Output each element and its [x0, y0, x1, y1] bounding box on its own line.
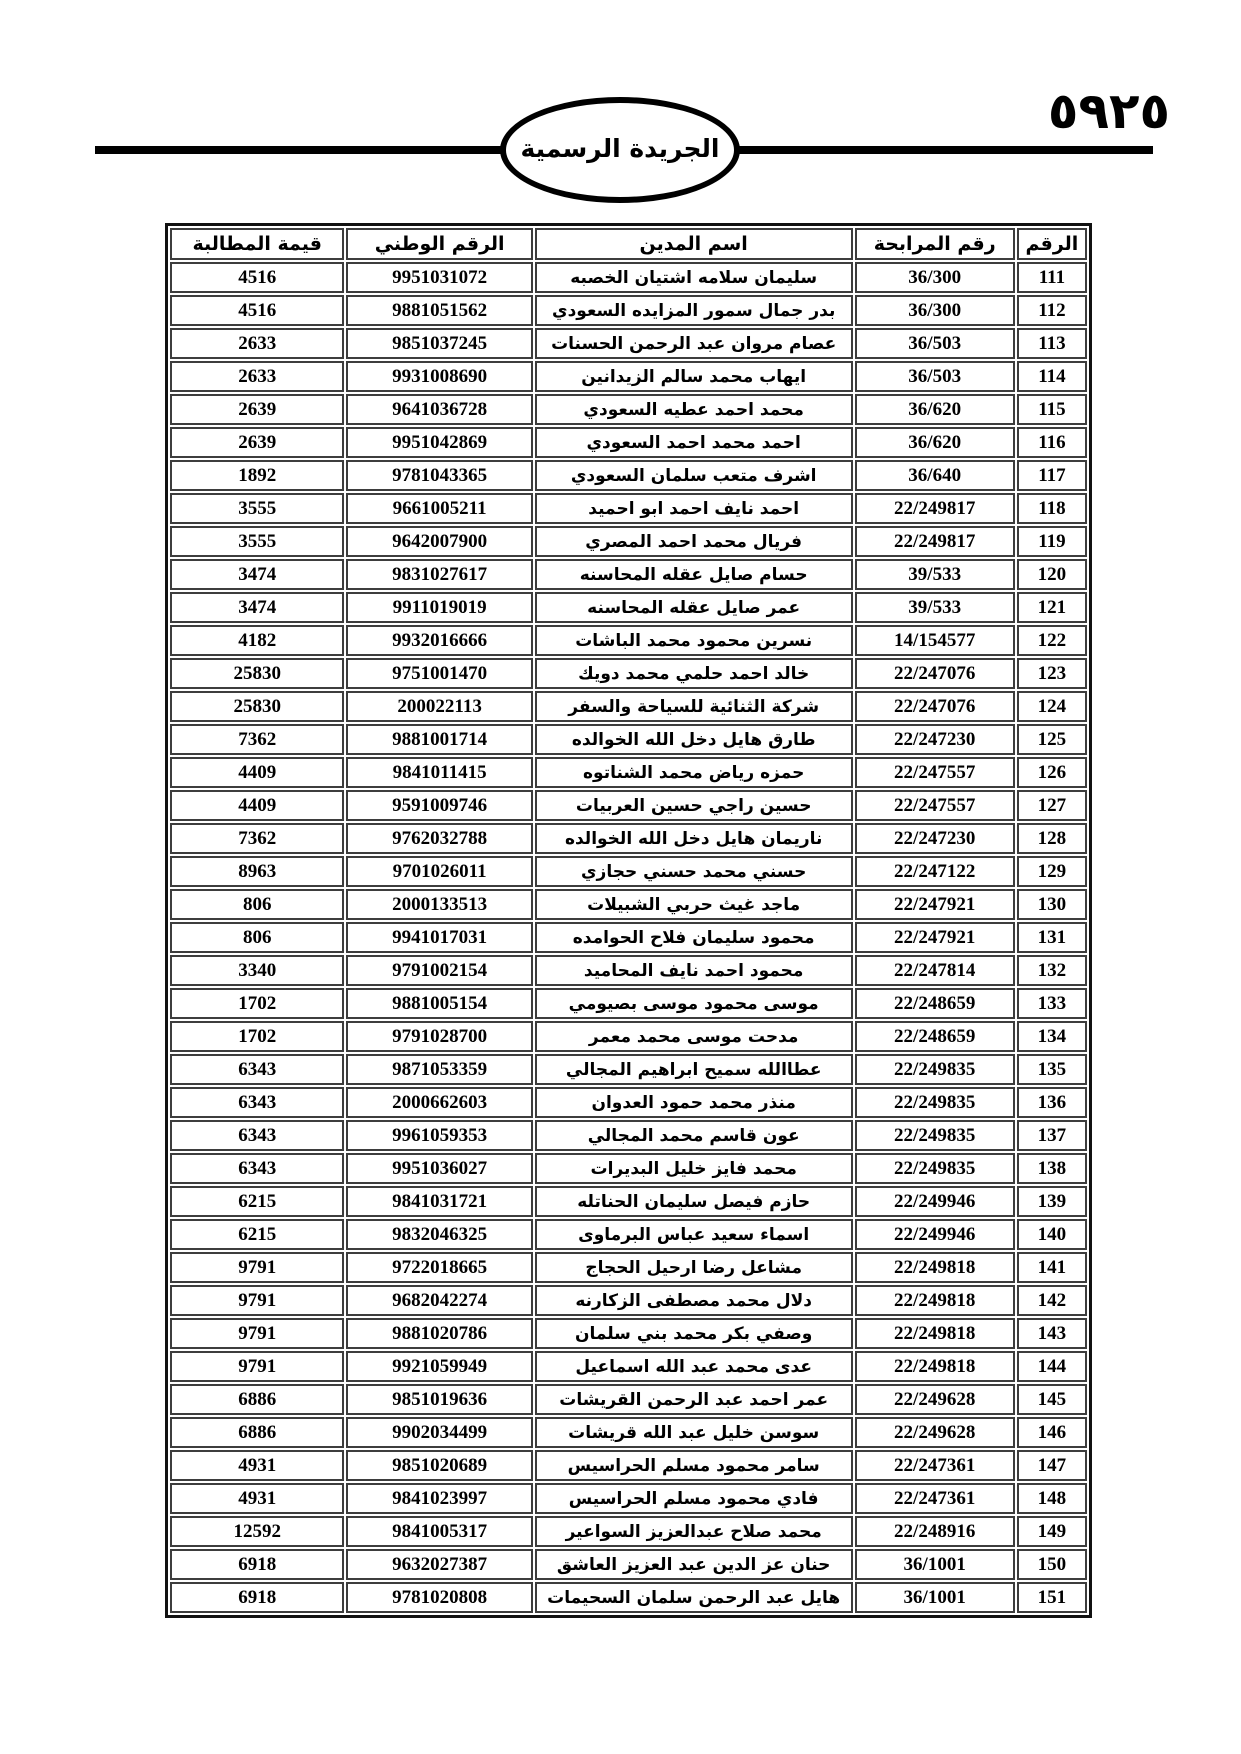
cell-murabaha: 36/1001: [855, 1582, 1015, 1613]
cell-debtor-name: منذر محمد حمود العدوان: [535, 1087, 853, 1118]
cell-debtor-name: نسرين محمود محمد الباشات: [535, 625, 853, 656]
cell-national-id: 9881020786: [346, 1318, 532, 1349]
cell-no: 121: [1017, 592, 1087, 623]
cell-no: 116: [1017, 427, 1087, 458]
cell-claim-value: 3474: [170, 592, 344, 623]
table-row: [170, 592, 1087, 623]
cell-claim-value: 6886: [170, 1384, 344, 1415]
cell-murabaha: 22/248659: [855, 988, 1015, 1019]
table-row: [170, 658, 1087, 689]
table-row: [170, 1417, 1087, 1448]
cell-murabaha: 22/247230: [855, 724, 1015, 755]
cell-murabaha: 36/300: [855, 262, 1015, 293]
header-debtor-name: اسم المدين: [535, 228, 853, 260]
cell-national-id: 9961059353: [346, 1120, 532, 1151]
table-row: [170, 889, 1087, 920]
cell-no: 126: [1017, 757, 1087, 788]
cell-claim-value: 6918: [170, 1549, 344, 1580]
cell-no: 134: [1017, 1021, 1087, 1052]
cell-debtor-name: احمد نايف احمد ابو احميد: [535, 493, 853, 524]
cell-claim-value: 6343: [170, 1054, 344, 1085]
header-no: الرقم: [1017, 228, 1087, 260]
cell-debtor-name: محمود احمد نايف المحاميد: [535, 955, 853, 986]
cell-debtor-name: عدى محمد عبد الله اسماعيل: [535, 1351, 853, 1382]
table-row: [170, 757, 1087, 788]
table-row: [170, 493, 1087, 524]
cell-claim-value: 806: [170, 889, 344, 920]
cell-claim-value: 1702: [170, 988, 344, 1019]
cell-debtor-name: خالد احمد حلمي محمد دويك: [535, 658, 853, 689]
cell-murabaha: 39/533: [855, 592, 1015, 623]
table-row: [170, 1582, 1087, 1613]
cell-murabaha: 22/248916: [855, 1516, 1015, 1547]
gazette-oval-badge: [500, 97, 740, 203]
cell-national-id: 200022113: [346, 691, 532, 722]
cell-no: 119: [1017, 526, 1087, 557]
cell-debtor-name: عون قاسم محمد المجالي: [535, 1120, 853, 1151]
cell-murabaha: 36/503: [855, 328, 1015, 359]
cell-no: 118: [1017, 493, 1087, 524]
cell-claim-value: 4409: [170, 790, 344, 821]
cell-no: 115: [1017, 394, 1087, 425]
cell-claim-value: 7362: [170, 724, 344, 755]
cell-no: 120: [1017, 559, 1087, 590]
cell-murabaha: 36/300: [855, 295, 1015, 326]
table-row: [170, 1483, 1087, 1514]
cell-no: 132: [1017, 955, 1087, 986]
cell-murabaha: 36/620: [855, 394, 1015, 425]
cell-debtor-name: اسماء سعيد عباس البرماوى: [535, 1219, 853, 1250]
cell-national-id: 9832046325: [346, 1219, 532, 1250]
cell-debtor-name: وصفي بكر محمد بني سلمان: [535, 1318, 853, 1349]
cell-claim-value: 4182: [170, 625, 344, 656]
cell-murabaha: 22/249818: [855, 1351, 1015, 1382]
cell-claim-value: 4516: [170, 295, 344, 326]
cell-no: 123: [1017, 658, 1087, 689]
cell-claim-value: 3474: [170, 559, 344, 590]
cell-no: 128: [1017, 823, 1087, 854]
table-row: [170, 1120, 1087, 1151]
cell-debtor-name: عمر صايل عقله المحاسنه: [535, 592, 853, 623]
cell-debtor-name: سوسن خليل عبد الله قريشات: [535, 1417, 853, 1448]
table-row: [170, 1186, 1087, 1217]
cell-claim-value: 6215: [170, 1186, 344, 1217]
cell-no: 133: [1017, 988, 1087, 1019]
cell-national-id: 9791028700: [346, 1021, 532, 1052]
table-row: [170, 328, 1087, 359]
cell-no: 149: [1017, 1516, 1087, 1547]
table-row: [170, 394, 1087, 425]
cell-murabaha: 22/249946: [855, 1219, 1015, 1250]
cell-murabaha: 22/247921: [855, 922, 1015, 953]
cell-murabaha: 22/249818: [855, 1318, 1015, 1349]
cell-claim-value: 2639: [170, 427, 344, 458]
cell-claim-value: 1702: [170, 1021, 344, 1052]
cell-murabaha: 22/249835: [855, 1054, 1015, 1085]
cell-murabaha: 22/247557: [855, 790, 1015, 821]
cell-murabaha: 36/1001: [855, 1549, 1015, 1580]
table-row: [170, 856, 1087, 887]
cell-no: 122: [1017, 625, 1087, 656]
cell-murabaha: 22/247361: [855, 1483, 1015, 1514]
header-claim-value: قيمة المطالبة: [170, 228, 344, 260]
table-row: [170, 460, 1087, 491]
cell-no: 137: [1017, 1120, 1087, 1151]
cell-debtor-name: موسى محمود موسى بصيومي: [535, 988, 853, 1019]
cell-national-id: 9951036027: [346, 1153, 532, 1184]
cell-debtor-name: عطاالله سميح ابراهيم المجالي: [535, 1054, 853, 1085]
table-row: [170, 295, 1087, 326]
cell-no: 142: [1017, 1285, 1087, 1316]
cell-claim-value: 9791: [170, 1318, 344, 1349]
cell-national-id: 9751001470: [346, 658, 532, 689]
cell-no: 114: [1017, 361, 1087, 392]
cell-debtor-name: فريال محمد احمد المصري: [535, 526, 853, 557]
cell-murabaha: 22/247076: [855, 691, 1015, 722]
table-row: [170, 1153, 1087, 1184]
cell-national-id: 9641036728: [346, 394, 532, 425]
cell-claim-value: 2633: [170, 328, 344, 359]
cell-debtor-name: حسين راجي حسين العربيات: [535, 790, 853, 821]
table-body: [170, 262, 1087, 1613]
table-header-row: [170, 228, 1087, 260]
cell-murabaha: 22/249628: [855, 1417, 1015, 1448]
cell-claim-value: 9791: [170, 1351, 344, 1382]
cell-no: 112: [1017, 295, 1087, 326]
cell-no: 138: [1017, 1153, 1087, 1184]
cell-national-id: 9841005317: [346, 1516, 532, 1547]
header-national-id: الرقم الوطني: [346, 228, 532, 260]
table-row: [170, 691, 1087, 722]
gazette-title: الجريدة الرسمية: [520, 133, 720, 163]
cell-claim-value: 1892: [170, 460, 344, 491]
cell-national-id: 2000133513: [346, 889, 532, 920]
cell-national-id: 9951031072: [346, 262, 532, 293]
table-row: [170, 1252, 1087, 1283]
cell-claim-value: 25830: [170, 658, 344, 689]
cell-debtor-name: اشرف متعب سلمان السعودي: [535, 460, 853, 491]
cell-no: 148: [1017, 1483, 1087, 1514]
cell-murabaha: 22/249946: [855, 1186, 1015, 1217]
cell-national-id: 9781020808: [346, 1582, 532, 1613]
cell-debtor-name: بدر جمال سمور المزايده السعودي: [535, 295, 853, 326]
cell-murabaha: 36/640: [855, 460, 1015, 491]
cell-debtor-name: ماجد غيث حربي الشبيلات: [535, 889, 853, 920]
cell-debtor-name: شركة الثنائية للسياحة والسفر: [535, 691, 853, 722]
cell-national-id: 9881001714: [346, 724, 532, 755]
cell-national-id: 9931008690: [346, 361, 532, 392]
cell-debtor-name: حسام صايل عقله المحاسنه: [535, 559, 853, 590]
cell-no: 130: [1017, 889, 1087, 920]
cell-debtor-name: احمد محمد احمد السعودي: [535, 427, 853, 458]
cell-debtor-name: محمد احمد عطيه السعودي: [535, 394, 853, 425]
cell-debtor-name: ايهاب محمد سالم الزيدانين: [535, 361, 853, 392]
cell-national-id: 9851019636: [346, 1384, 532, 1415]
cell-claim-value: 9791: [170, 1285, 344, 1316]
cell-claim-value: 6886: [170, 1417, 344, 1448]
cell-debtor-name: هايل عبد الرحمن سلمان السحيمات: [535, 1582, 853, 1613]
table-row: [170, 1285, 1087, 1316]
cell-debtor-name: محمود سليمان فلاح الحوامده: [535, 922, 853, 953]
table-row: [170, 724, 1087, 755]
cell-no: 147: [1017, 1450, 1087, 1481]
cell-no: 143: [1017, 1318, 1087, 1349]
cell-national-id: 9841023997: [346, 1483, 532, 1514]
cell-debtor-name: حنان عز الدين عبد العزيز العاشق: [535, 1549, 853, 1580]
table-row: [170, 1450, 1087, 1481]
table-row: [170, 559, 1087, 590]
cell-no: 144: [1017, 1351, 1087, 1382]
cell-national-id: 2000662603: [346, 1087, 532, 1118]
cell-debtor-name: سامر محمود مسلم الحراسيس: [535, 1450, 853, 1481]
table-row: [170, 1549, 1087, 1580]
cell-debtor-name: عمر احمد عبد الرحمن القريشات: [535, 1384, 853, 1415]
cell-national-id: 9642007900: [346, 526, 532, 557]
cell-murabaha: 22/249818: [855, 1252, 1015, 1283]
table-row: [170, 1054, 1087, 1085]
table-row: [170, 427, 1087, 458]
table-row: [170, 526, 1087, 557]
cell-murabaha: 22/249835: [855, 1153, 1015, 1184]
cell-debtor-name: محمد فايز خليل البديرات: [535, 1153, 853, 1184]
cell-debtor-name: محمد صلاح عبدالعزيز السواعير: [535, 1516, 853, 1547]
cell-murabaha: 22/248659: [855, 1021, 1015, 1052]
cell-national-id: 9791002154: [346, 955, 532, 986]
cell-no: 136: [1017, 1087, 1087, 1118]
cell-debtor-name: مشاعل رضا ارحيل الحجاج: [535, 1252, 853, 1283]
cell-national-id: 9591009746: [346, 790, 532, 821]
table-row: [170, 1318, 1087, 1349]
cell-claim-value: 6343: [170, 1153, 344, 1184]
table-row: [170, 361, 1087, 392]
cell-murabaha: 22/247361: [855, 1450, 1015, 1481]
cell-no: 124: [1017, 691, 1087, 722]
cell-claim-value: 9791: [170, 1252, 344, 1283]
cell-claim-value: 6918: [170, 1582, 344, 1613]
cell-national-id: 9871053359: [346, 1054, 532, 1085]
cell-national-id: 9951042869: [346, 427, 532, 458]
cell-murabaha: 22/249835: [855, 1087, 1015, 1118]
cell-murabaha: 22/247076: [855, 658, 1015, 689]
cell-no: 140: [1017, 1219, 1087, 1250]
cell-national-id: 9902034499: [346, 1417, 532, 1448]
cell-national-id: 9841031721: [346, 1186, 532, 1217]
cell-no: 141: [1017, 1252, 1087, 1283]
cell-national-id: 9851020689: [346, 1450, 532, 1481]
cell-murabaha: 22/249835: [855, 1120, 1015, 1151]
cell-murabaha: 22/249818: [855, 1285, 1015, 1316]
cell-no: 113: [1017, 328, 1087, 359]
cell-no: 129: [1017, 856, 1087, 887]
cell-claim-value: 3555: [170, 493, 344, 524]
cell-murabaha: 22/247814: [855, 955, 1015, 986]
table-row: [170, 1516, 1087, 1547]
cell-debtor-name: ناريمان هايل دخل الله الخوالده: [535, 823, 853, 854]
cell-debtor-name: فادي محمود مسلم الحراسيس: [535, 1483, 853, 1514]
cell-national-id: 9881005154: [346, 988, 532, 1019]
cell-national-id: 9722018665: [346, 1252, 532, 1283]
cell-murabaha: 22/249817: [855, 526, 1015, 557]
cell-no: 131: [1017, 922, 1087, 953]
table-row: [170, 1219, 1087, 1250]
cell-national-id: 9851037245: [346, 328, 532, 359]
cell-murabaha: 22/247230: [855, 823, 1015, 854]
cell-no: 146: [1017, 1417, 1087, 1448]
cell-national-id: 9841011415: [346, 757, 532, 788]
cell-no: 150: [1017, 1549, 1087, 1580]
table-row: [170, 823, 1087, 854]
cell-no: 145: [1017, 1384, 1087, 1415]
cell-national-id: 9921059949: [346, 1351, 532, 1382]
cell-murabaha: 22/249628: [855, 1384, 1015, 1415]
cell-debtor-name: طارق هايل دخل الله الخوالده: [535, 724, 853, 755]
cell-national-id: 9881051562: [346, 295, 532, 326]
cell-debtor-name: دلال محمد مصطفى الزكارنه: [535, 1285, 853, 1316]
cell-national-id: 9682042274: [346, 1285, 532, 1316]
cell-national-id: 9632027387: [346, 1549, 532, 1580]
table-row: [170, 955, 1087, 986]
cell-claim-value: 6215: [170, 1219, 344, 1250]
cell-national-id: 9701026011: [346, 856, 532, 887]
cell-claim-value: 2639: [170, 394, 344, 425]
cell-no: 135: [1017, 1054, 1087, 1085]
cell-murabaha: 22/247921: [855, 889, 1015, 920]
cell-national-id: 9781043365: [346, 460, 532, 491]
cell-claim-value: 2633: [170, 361, 344, 392]
cell-murabaha: 36/503: [855, 361, 1015, 392]
table-row: [170, 922, 1087, 953]
table-row: [170, 988, 1087, 1019]
table-row: [170, 262, 1087, 293]
cell-claim-value: 3555: [170, 526, 344, 557]
cell-murabaha: 39/533: [855, 559, 1015, 590]
cell-claim-value: 3340: [170, 955, 344, 986]
table-row: [170, 625, 1087, 656]
cell-debtor-name: حسني محمد حسني حجازي: [535, 856, 853, 887]
cell-murabaha: 22/247122: [855, 856, 1015, 887]
cell-no: 117: [1017, 460, 1087, 491]
cell-debtor-name: عصام مروان عبد الرحمن الحسنات: [535, 328, 853, 359]
cell-national-id: 9932016666: [346, 625, 532, 656]
cell-claim-value: 4516: [170, 262, 344, 293]
cell-claim-value: 4931: [170, 1450, 344, 1481]
cell-national-id: 9941017031: [346, 922, 532, 953]
cell-murabaha: 22/249817: [855, 493, 1015, 524]
cell-no: 139: [1017, 1186, 1087, 1217]
cell-debtor-name: مدحت موسى محمد معمر: [535, 1021, 853, 1052]
table-row: [170, 790, 1087, 821]
cell-claim-value: 7362: [170, 823, 344, 854]
cell-claim-value: 806: [170, 922, 344, 953]
cell-claim-value: 4409: [170, 757, 344, 788]
debtors-table: [165, 223, 1092, 1618]
cell-claim-value: 6343: [170, 1120, 344, 1151]
page-number: ٥٩٢٥: [1047, 82, 1170, 140]
cell-murabaha: 14/154577: [855, 625, 1015, 656]
cell-national-id: 9762032788: [346, 823, 532, 854]
cell-murabaha: 22/247557: [855, 757, 1015, 788]
cell-debtor-name: سليمان سلامه اشتيان الخصبه: [535, 262, 853, 293]
table-row: [170, 1021, 1087, 1052]
cell-claim-value: 12592: [170, 1516, 344, 1547]
cell-murabaha: 36/620: [855, 427, 1015, 458]
cell-national-id: 9911019019: [346, 592, 532, 623]
cell-claim-value: 4931: [170, 1483, 344, 1514]
table-row: [170, 1351, 1087, 1382]
cell-no: 111: [1017, 262, 1087, 293]
header-murabaha: رقم المرابحة: [855, 228, 1015, 260]
table-row: [170, 1384, 1087, 1415]
cell-no: 127: [1017, 790, 1087, 821]
cell-debtor-name: حمزه رياض محمد الشناتوه: [535, 757, 853, 788]
cell-claim-value: 6343: [170, 1087, 344, 1118]
cell-claim-value: 25830: [170, 691, 344, 722]
cell-national-id: 9661005211: [346, 493, 532, 524]
cell-debtor-name: حازم فيصل سليمان الحناتله: [535, 1186, 853, 1217]
cell-no: 125: [1017, 724, 1087, 755]
cell-national-id: 9831027617: [346, 559, 532, 590]
cell-claim-value: 8963: [170, 856, 344, 887]
cell-no: 151: [1017, 1582, 1087, 1613]
table-row: [170, 1087, 1087, 1118]
